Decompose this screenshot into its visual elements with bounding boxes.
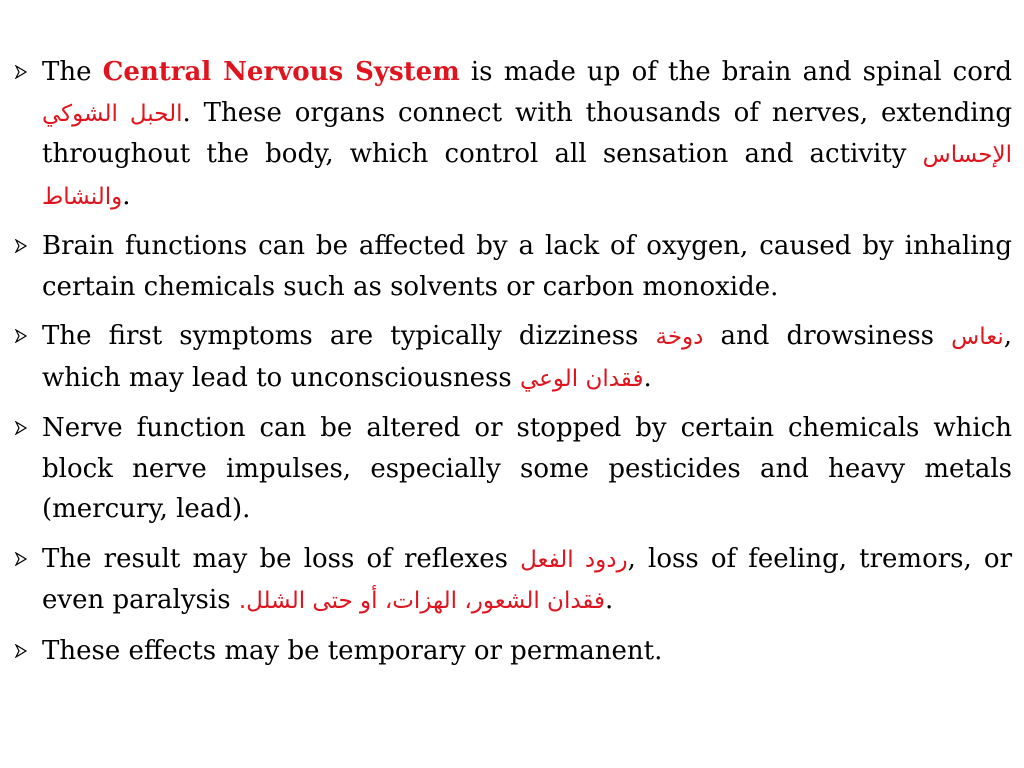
bullet-text: The (42, 57, 103, 87)
arrow-right-icon (14, 421, 28, 435)
arrow-right-icon (14, 239, 28, 253)
key-term: Central Nervous System (102, 57, 460, 87)
bullet-text: . (122, 180, 131, 211)
bullet-item (42, 316, 1012, 399)
bullet-item (42, 226, 1012, 307)
arabic-translation: دوخة (655, 324, 704, 350)
arabic-translation: الحبل الشوكي (42, 100, 183, 127)
bullet-item (42, 408, 1012, 530)
arabic-translation: فقدان الشعور، الهزات، أو حتى الشلل. (238, 588, 606, 614)
bullet-text: These effects may be temporary or permanent. (42, 635, 663, 666)
arabic-translation: ردود الفعل (520, 546, 628, 573)
bullet-text: . (605, 585, 614, 615)
bullet-text: . These organs connect with thousands of nerves, extending throughout the body, which control all sensation and activity (42, 97, 1012, 169)
arrow-right-icon (14, 65, 28, 79)
bullet-text: Nerve function can be altered or stopped by certain chemicals which block nerve impulses, especially some pesticides and heavy metals (mercury, lead). (42, 413, 1012, 524)
arabic-translation: نعاس (951, 324, 1004, 350)
arrow-right-icon (14, 329, 28, 343)
bullet-item (42, 52, 1012, 217)
bullet-text: is made up of the brain and spinal cord (459, 57, 1012, 87)
bullet-text: Brain functions can be affected by a lack of oxygen, caused by inhaling certain chemicals such as solvents or carbon monoxide. (42, 231, 1012, 302)
bullet-text: , which may lead to unconsciousness (42, 321, 1012, 393)
arabic-translation: فقدان الوعي (519, 365, 644, 392)
bullet-text: , loss of feeling, tremors, or even paralysis (42, 543, 1013, 615)
bullet-text: and drowsiness (703, 321, 952, 351)
bullet-item (42, 539, 1012, 622)
bullet-text: The first symptoms are typically dizziness (42, 321, 656, 351)
arrow-right-icon (14, 644, 28, 658)
bullet-item (42, 631, 1012, 672)
bullet-list (42, 52, 1012, 671)
arabic-translation: الإحساس والنشاط (42, 142, 1012, 210)
bullet-text: . (643, 362, 652, 393)
arrow-right-icon (14, 552, 28, 566)
bullet-text: The result may be loss of reflexes (42, 543, 521, 574)
